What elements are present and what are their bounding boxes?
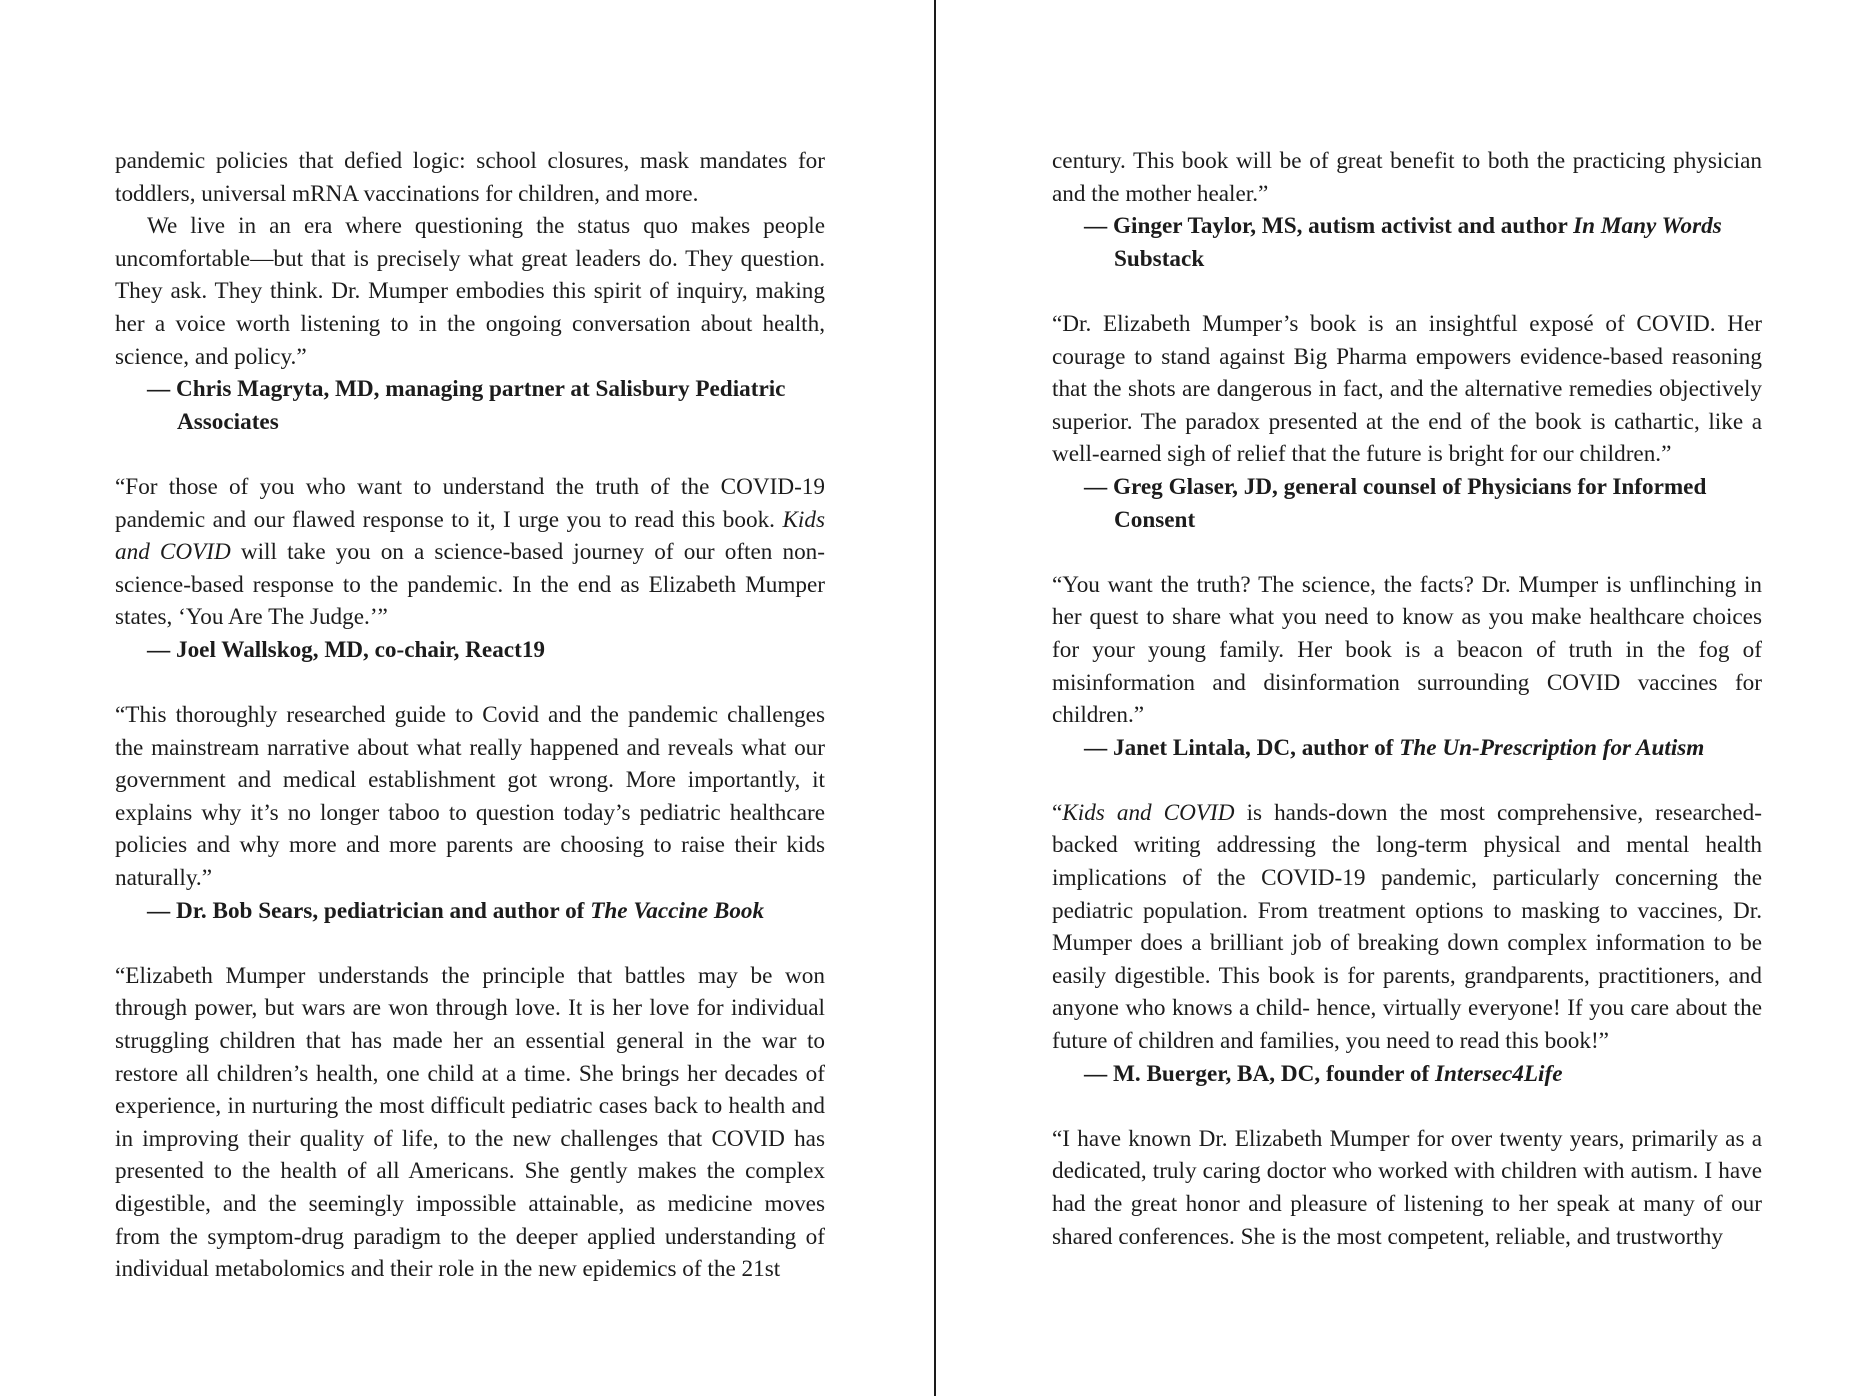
quote: “I have known Dr. Elizabeth Mumper for over twenty years, primarily as a dedicated, truly caring doctor who worked with children with autism. I have had the great honor and pleasure of listening to her speak at many of our shared conferences. She is the most competent, reliable, and trustworthy [1052,1125,1762,1250]
book-title: Kids and COVID [1062,799,1235,826]
attribution-text: Substack [1114,245,1205,272]
right-page [1052,145,1762,1253]
attribution [115,895,825,928]
attribution: — Chris Magryta, MD, managing partner at Salisbury Pediatric Associates [147,376,786,435]
attribution: — Joel Wallskog, MD, co-chair, React19 [147,636,546,663]
attribution [1052,210,1762,275]
left-page [115,145,825,1286]
paragraph: pandemic policies that defied logic: school closures, mask mandates for toddlers, universal mRNA vaccinations for children, and more. [115,148,825,207]
attribution [1052,1058,1762,1091]
attribution [1052,732,1762,765]
book-title: In Many Words [1573,213,1722,240]
quote [1052,797,1762,1058]
quote: “Dr. Elizabeth Mumper’s book is an insightful exposé of COVID. Her courage to stand against Big Pharma empowers evidence-based reasoning that the shots are dangerous in fact, and the alternative remedies objectively superior. The paradox presented at the end of the book is cathartic, like a well-earned sigh of relief that the future is bright for our children.” [1052,310,1762,468]
page-spine-divider [934,0,936,1396]
book-title: The Vaccine Book [590,897,765,924]
organization-name: Intersec4Life [1435,1060,1563,1087]
quote-mark: “ [1052,799,1063,826]
paragraph: We live in an era where questioning the status quo makes people uncomfortable—but that is precisely what great leaders do. They question. They ask. They think. Dr. Mumper embodies this spirit of inquiry, making her a voice worth listening to in the ongoing conversation about health, science, and policy.” [115,213,825,370]
quote: “Elizabeth Mumper understands the principle that battles may be won through power, but wars are won through love. It is her love for individual struggling children that has made her an essential general in the war to restore all children’s health, one child at a time. She brings her decades of experience, in nurturing the most difficult pediatric cases back to health and in improving their quality of life, to the new challenges that COVID has presented to the health of all Americans. She gently makes the complex digestible, and the seemingly impossible attainable, as medicine moves from the symptom-drug paradigm to the deeper applied understanding of individual metabolomics and their role in the new epidemics of the 21st [115,962,825,1283]
attribution-text: — Dr. Bob Sears, pediatrician and author of [147,897,591,924]
attribution-text: — M. Buerger, BA, DC, founder of [1084,1060,1436,1087]
quote-text: will take you on a science-based journey of our often non-science-based response to the pandemic. In the end as Elizabeth Mumper states, ‘You Are The Judge.’” [115,539,825,631]
book-title: The Un-Prescription for Autism [1399,734,1705,761]
quote: “You want the truth? The science, the facts? Dr. Mumper is unflinching in her quest to share what you need to know as you make healthcare choices for your young family. Her book is a beacon of truth in the fog of misinformation and disinformation surrounding COVID vaccines for children.” [1052,571,1762,729]
book-title: Kids and COVID [115,506,825,566]
attribution-text: — Ginger Taylor, MS, autism activist and author [1084,213,1574,240]
quote: “This thoroughly researched guide to Covid and the pandemic challenges the mainstream narrative about what really happened and reveals what our government and medical establishment got wrong. More importantly, it explains why it’s no longer taboo to question today’s pediatric healthcare policies and why more and more parents are choosing to raise their kids naturally.” [115,702,825,892]
quote-text: is hands-down the most comprehensive, researched-backed writing addressing the long-term physical and mental health implications of the COVID-19 pandemic, particularly concerning the pediatric population. From treatment options to masking to vaccines, Dr. Mumper does a brilliant job of breaking down complex information to be easily digestible. This book is for parents, grandparents, practitioners, and anyone who knows a child- hence, virtually everyone! If you care about the future of children and families, you need to read this book!” [1052,799,1762,1055]
quote [115,471,825,634]
quote-text: “For those of you who want to understand the truth of the COVID-19 pandemic and our flawed response to it, I urge you to read this book. [115,473,825,533]
paragraph: century. This book will be of great benefit to both the practicing physician and the mother healer.” [1052,148,1762,207]
attribution: — Greg Glaser, JD, general counsel of Physicians for Informed Consent [1084,473,1707,533]
attribution-text: — Janet Lintala, DC, author of [1084,734,1400,761]
